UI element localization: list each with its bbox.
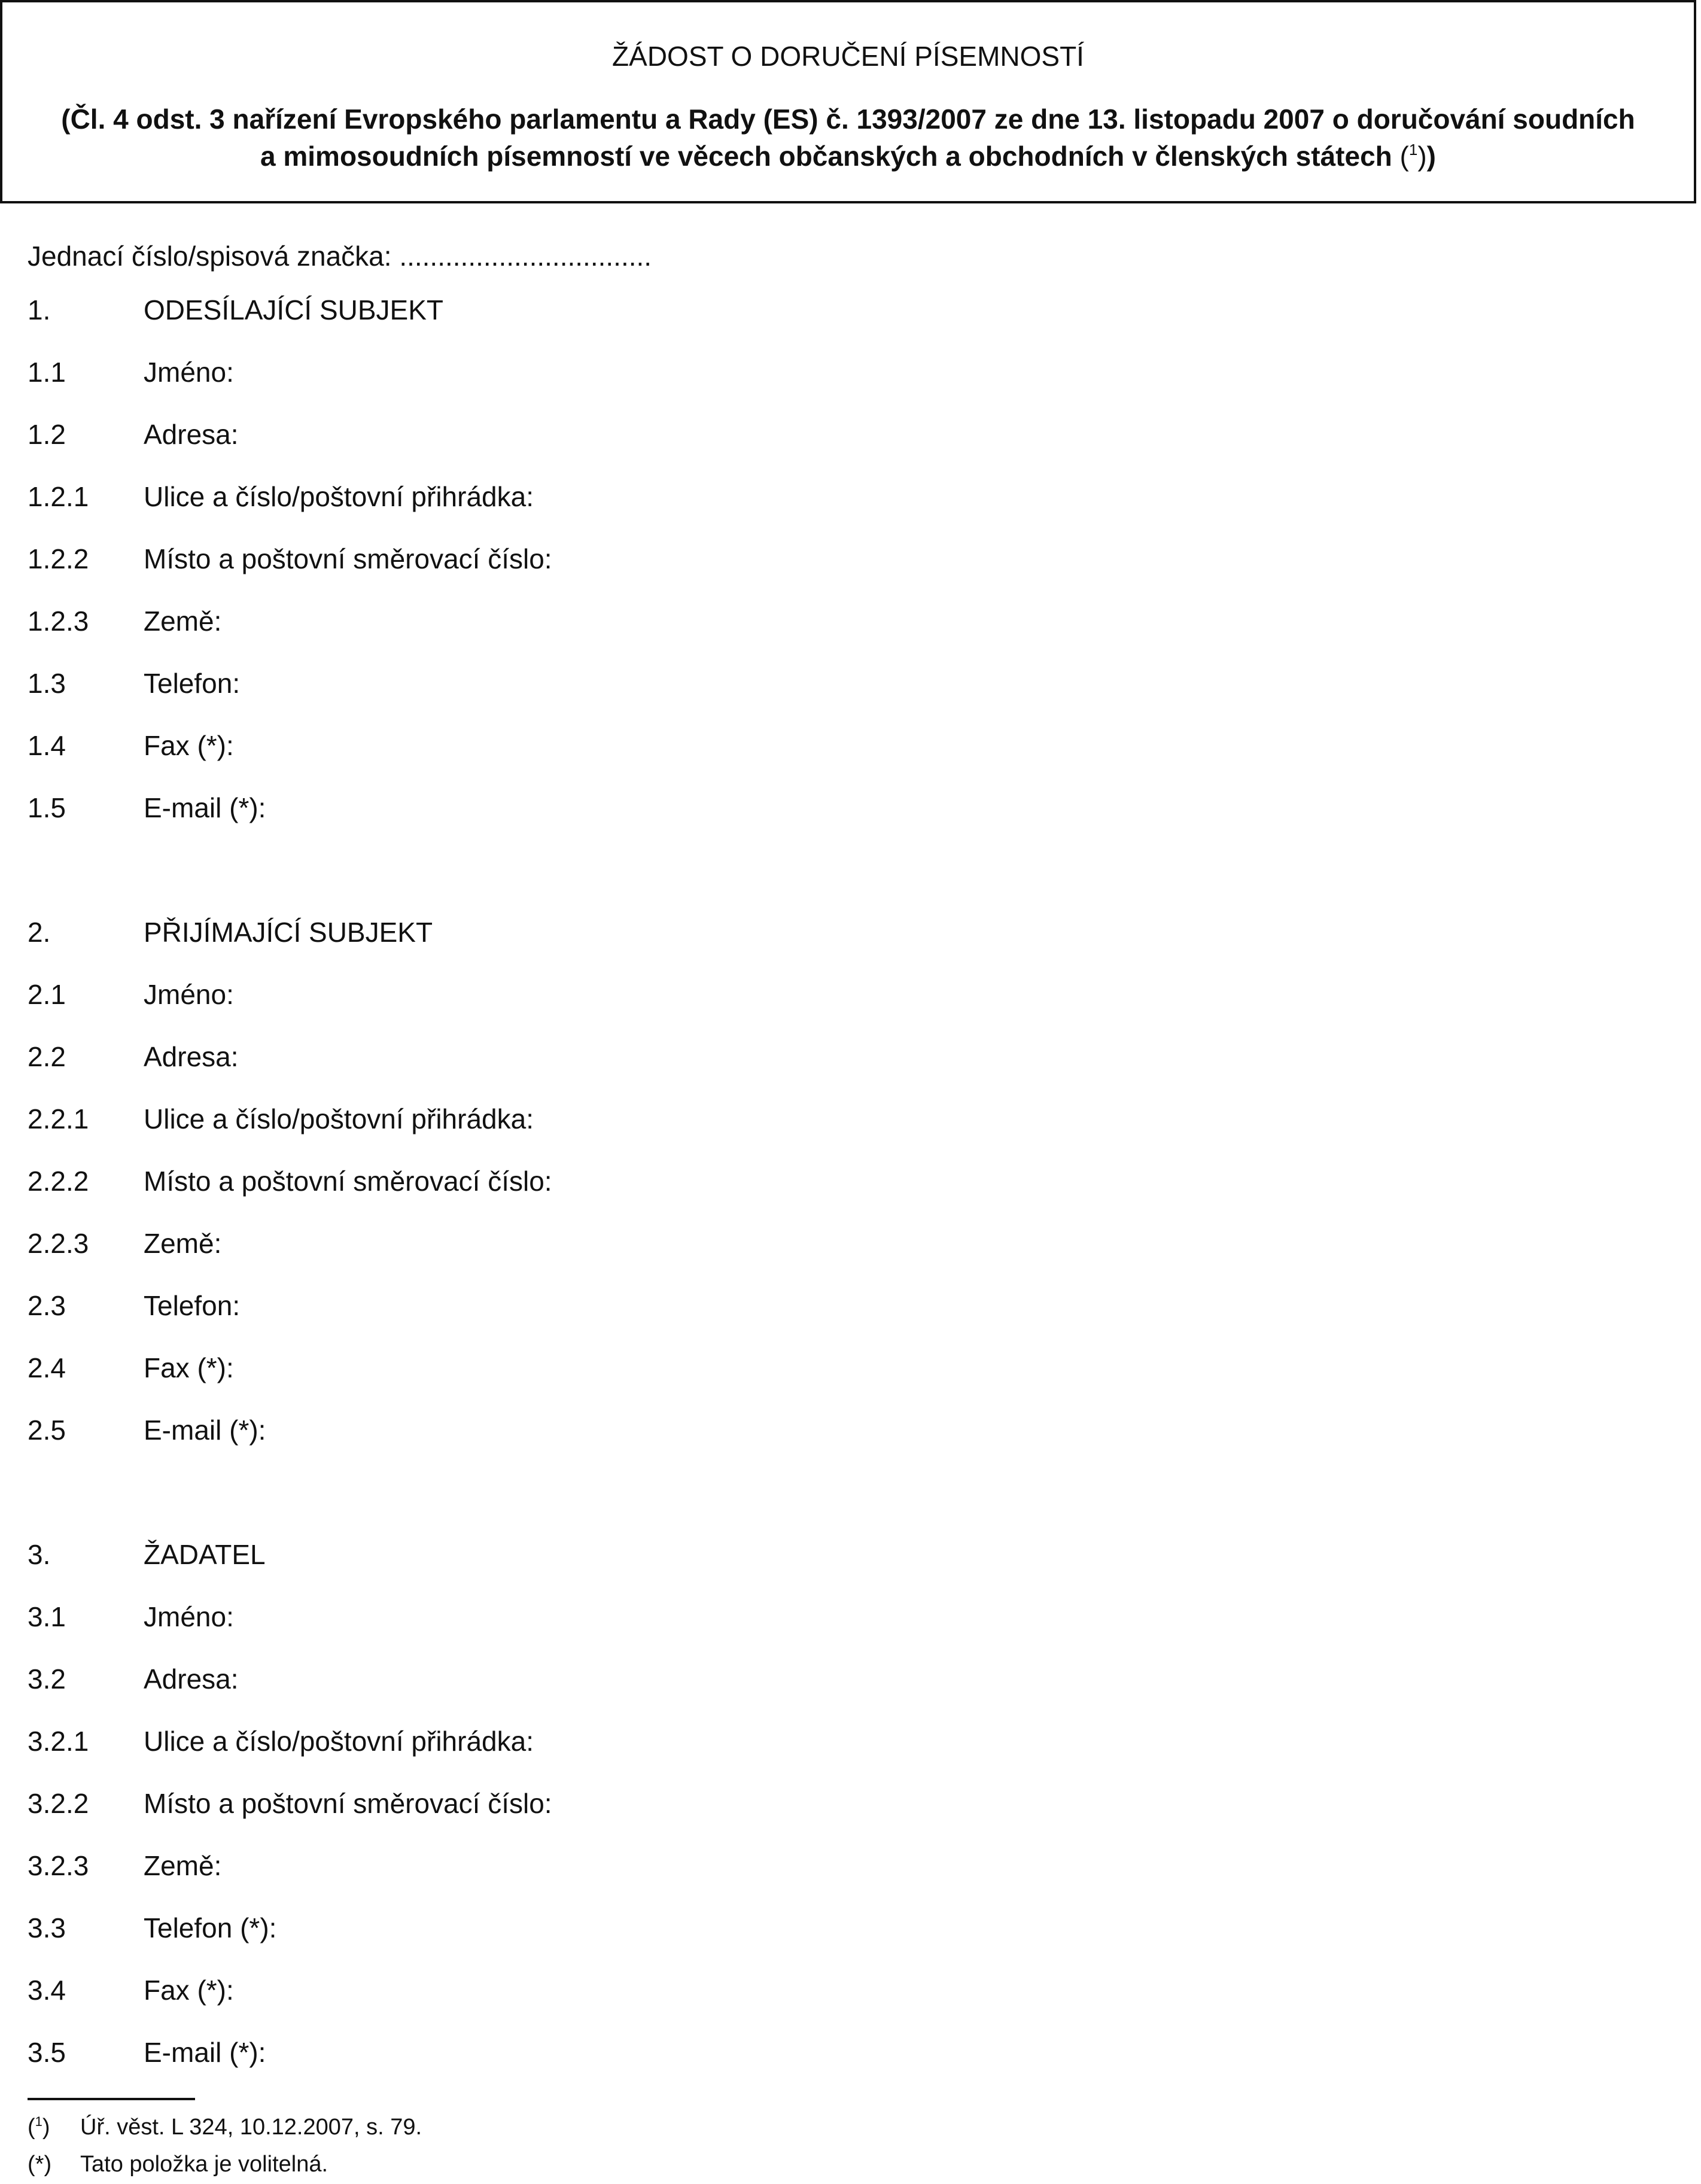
item-label: Místo a poštovní směrovací číslo:	[144, 1166, 552, 1197]
item-number: 1.5	[28, 792, 66, 823]
item-number: 1.3	[28, 668, 66, 699]
item-label: Telefon (*):	[144, 1912, 277, 1943]
item-label: Země:	[144, 606, 222, 637]
item-number: 1.4	[28, 730, 66, 761]
reference-number-field: Jednací číslo/spisová značka: .................................	[28, 241, 652, 272]
item-number: 1.	[28, 294, 51, 326]
item-number: 2.1	[28, 979, 66, 1010]
item-number: 1.2.2	[28, 543, 89, 574]
item-label: E-mail (*):	[144, 2037, 266, 2068]
item-number: 1.1	[28, 357, 66, 388]
item-number: 3.2.1	[28, 1726, 89, 1757]
item-number: 3.1	[28, 1601, 66, 1632]
item-number: 2.	[28, 917, 51, 948]
footnote-divider	[28, 2098, 195, 2100]
item-number: 3.2.2	[28, 1788, 89, 1819]
subtitle-line-2	[26, 138, 1670, 175]
item-number: 3.2.3	[28, 1850, 89, 1881]
subtitle-close-paren: )	[1426, 141, 1436, 172]
item-label: Ulice a číslo/poštovní přihrádka:	[144, 1726, 534, 1757]
footnote-1-text: Úř. věst. L 324, 10.12.2007, s. 79.	[80, 2115, 422, 2140]
item-number: 3.5	[28, 2037, 66, 2068]
footnote-reference-1[interactable]: ($^1$)	[1399, 141, 1427, 172]
item-number: 2.2	[28, 1041, 66, 1072]
item-label: ODESÍLAJÍCÍ SUBJEKT	[144, 294, 444, 326]
form-title: ŽÁDOST O DORUČENÍ PÍSEMNOSTÍ	[612, 41, 1084, 72]
item-label: Jméno:	[144, 1601, 234, 1632]
item-label: E-mail (*):	[144, 792, 266, 823]
item-label: Ulice a číslo/poštovní přihrádka:	[144, 481, 534, 512]
footnote-optional-text: Tato položka je volitelná.	[80, 2152, 328, 2177]
item-label: PŘIJÍMAJÍCÍ SUBJEKT	[144, 917, 433, 948]
item-label: Telefon:	[144, 1290, 241, 1321]
footnote-1-mark: ($^1$)	[28, 2114, 50, 2140]
item-label: Adresa:	[144, 1663, 239, 1695]
item-label: Adresa:	[144, 1041, 239, 1072]
item-label: Fax (*):	[144, 1352, 234, 1383]
item-label: Telefon:	[144, 668, 241, 699]
item-number: 1.2.1	[28, 481, 89, 512]
item-number: 3.2	[28, 1663, 66, 1695]
item-number: 2.4	[28, 1352, 66, 1383]
item-number: 1.2	[28, 419, 66, 450]
item-label: Místo a poštovní směrovací číslo:	[144, 543, 552, 574]
item-label: Země:	[144, 1228, 222, 1259]
item-number: 2.2.1	[28, 1103, 89, 1134]
item-number: 2.2.3	[28, 1228, 89, 1259]
item-label: Země:	[144, 1850, 222, 1881]
footnote-optional-mark: (*)	[28, 2152, 52, 2177]
item-number: 2.3	[28, 1290, 66, 1321]
form-header-box	[0, 0, 1696, 203]
item-label: Jméno:	[144, 979, 234, 1010]
item-number: 1.2.3	[28, 606, 89, 637]
form-subtitle	[26, 101, 1670, 175]
item-label: E-mail (*):	[144, 1415, 266, 1446]
subtitle-line-1: (Čl. 4 odst. 3 nařízení Evropského parlamentu a Rady (ES) č. 1393/2007 ze dne 13. listopadu 2007 o doručování soudních	[61, 104, 1635, 135]
item-label: Adresa:	[144, 419, 239, 450]
item-label: Fax (*):	[144, 730, 234, 761]
item-number: 3.3	[28, 1912, 66, 1943]
item-number: 2.2.2	[28, 1166, 89, 1197]
subtitle-line-2-text: a mimosoudních písemností ve věcech občanských a obchodních v členských státech	[260, 141, 1392, 172]
item-number: 3.	[28, 1539, 51, 1570]
item-label: ŽADATEL	[144, 1539, 266, 1570]
item-label: Jméno:	[144, 357, 234, 388]
item-label: Fax (*):	[144, 1975, 234, 2006]
item-label: Místo a poštovní směrovací číslo:	[144, 1788, 552, 1819]
item-number: 3.4	[28, 1975, 66, 2006]
item-label: Ulice a číslo/poštovní přihrádka:	[144, 1103, 534, 1134]
item-number: 2.5	[28, 1415, 66, 1446]
